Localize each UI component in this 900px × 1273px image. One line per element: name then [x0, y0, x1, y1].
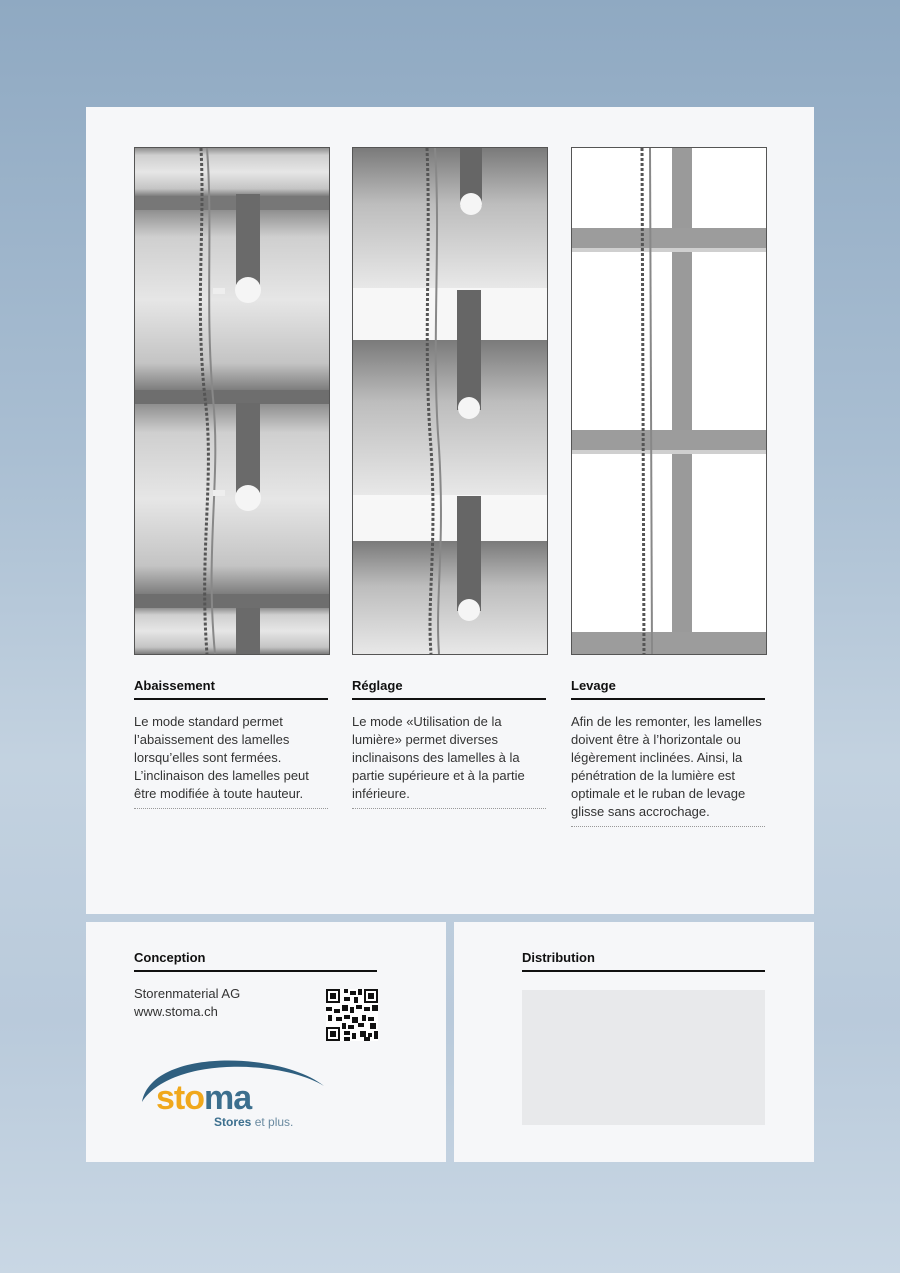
column-title-abaissement: Abaissement: [134, 678, 215, 693]
distribution-title: Distribution: [522, 950, 595, 965]
company-website[interactable]: www.stoma.ch: [134, 1004, 218, 1019]
conception-title: Conception: [134, 950, 206, 965]
column-title-reglage: Réglage: [352, 678, 403, 693]
section-divider: [522, 970, 765, 972]
column-text-levage: Afin de les remonter, les lamelles doivent être à l’horizontale ou légèrement inclinées. Ainsi, la pénétration de la lumière est optimale et le ruban de levage glisse sans accrochage.: [571, 714, 762, 819]
distribution-placeholder-box: [522, 990, 765, 1125]
column-text-reglage: Le mode «Utilisation de la lumière» permet diverses inclinaisons des lamelles à la partie supérieure et à la partie inférieure.: [352, 714, 525, 801]
company-name: Storenmaterial AG: [134, 986, 241, 1001]
lifting-blinds-photo: [571, 147, 767, 655]
section-divider: [134, 970, 377, 972]
column-title-levage: Levage: [571, 678, 616, 693]
features-panel: [86, 107, 814, 914]
logo-tagline: Stores et plus.: [214, 1115, 294, 1129]
lowering-blinds-photo: [134, 147, 330, 655]
column-divider: [134, 698, 328, 700]
column-divider: [571, 698, 765, 700]
logo-wordmark: stoma: [156, 1079, 252, 1117]
dotted-separator: [352, 808, 546, 809]
adjusting-blinds-photo: [352, 147, 548, 655]
qr-code-icon: [326, 989, 378, 1046]
column-text-abaissement: Le mode standard permet l’abaissement des lamelles lorsqu’elles sont fermées. L’inclinaison des lamelles peut être modifiée à toute hauteur.: [134, 714, 309, 801]
dotted-separator: [571, 826, 765, 827]
stoma-logo: [132, 1052, 332, 1132]
column-divider: [352, 698, 546, 700]
conception-panel: [86, 922, 446, 1162]
distribution-panel: [454, 922, 814, 1162]
dotted-separator: [134, 808, 328, 809]
